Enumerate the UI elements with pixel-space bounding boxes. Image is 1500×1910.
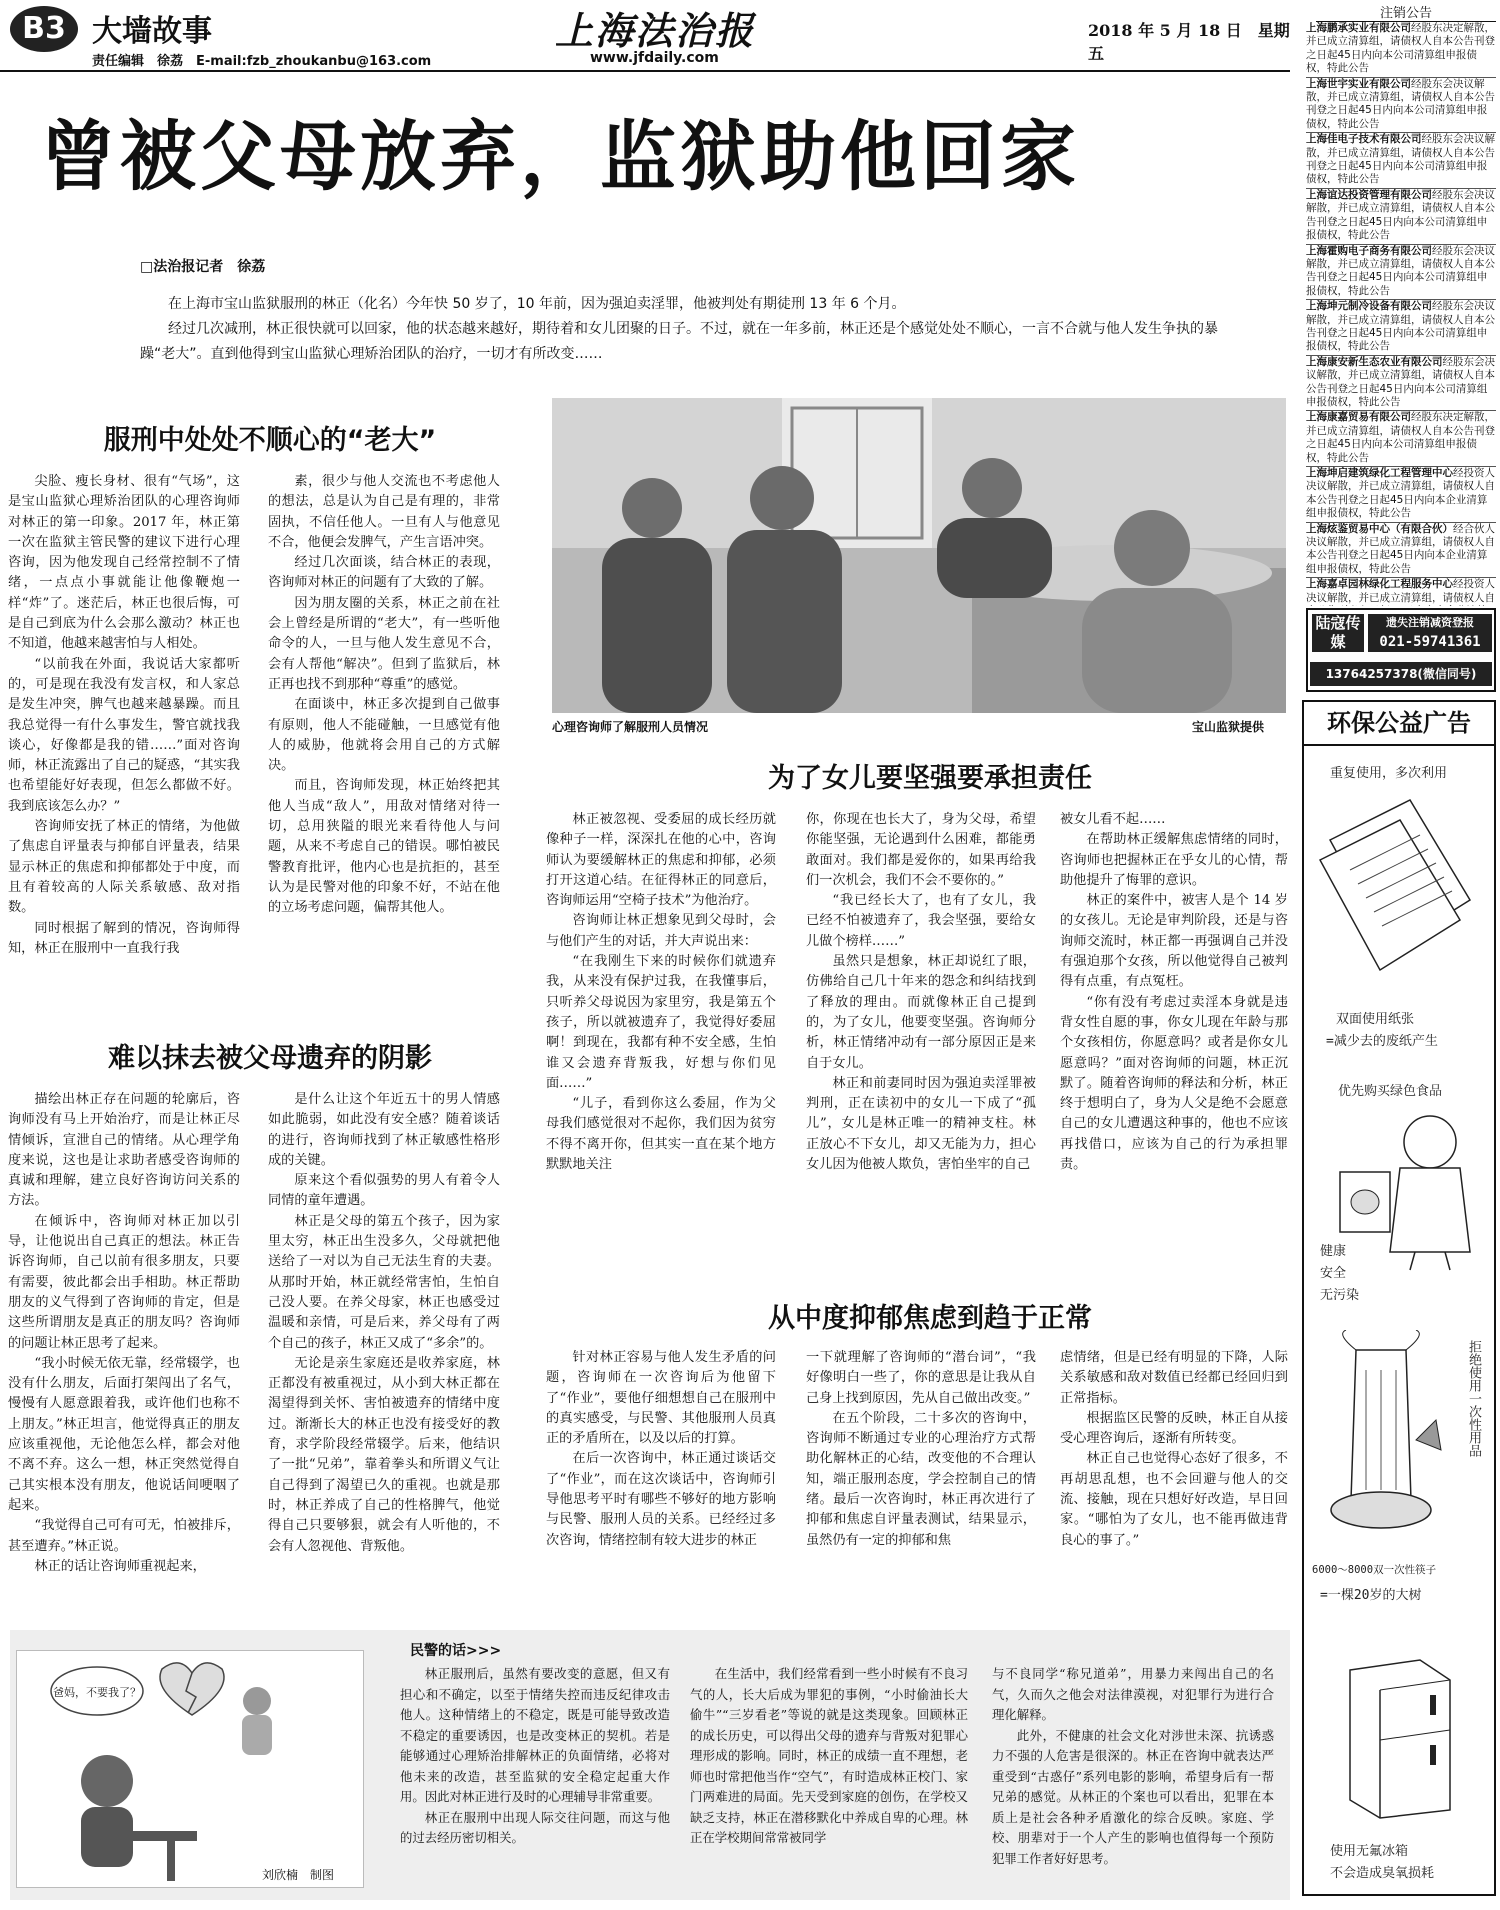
paragraph: 虑情绪，但是已经有明显的下降，人际关系敏感和敌对数值已经都已经回归到正常指标。 [1060, 1350, 1288, 1406]
notice-item [1306, 300, 1496, 356]
notice-company: 上海坤启建筑绿化工程管理中心 [1306, 467, 1453, 479]
paragraph: 林正的话让咨询师重视起来， [34, 1558, 206, 1574]
article-column [8, 1090, 240, 1598]
paragraph: 素，很少与他人交流也不考虑他人的想法，总是认为自己是有理的，非常固执，不信任他人。一旦有人与他意见不合，他便会发脾气，产生言语冲突。 [268, 474, 500, 550]
paragraph: 咨询师安抚了林正的情绪，为他做了焦虑自评量表与抑郁自评量表，结果显示林正的焦虑和抑郁都处于中度，而且有着较高的人际关系敏感、敌对指数。 [8, 819, 240, 916]
paragraph: 在生活中，我们经常看到一些小时候有不良习气的人，长大后成为罪犯的事例，“小时偷油长大偷牛”“三岁看老”等说的就是这类现象。回顾林正的成长历史，可以得出父母的遗弃与背叛对犯罪心理形成的影响。同时，林正的成绩一直不理想，老师也时常把他当作“空气”，有时造成林正校门、家门两难进的局面。先天受到家庭的创伤，在学校又缺乏支持，林正在潜移默化中养成自卑的心理。林正在学校期间常常被同学 [690, 1666, 968, 1845]
paragraph: 咨询师让林正想象见到父母时，会与他们产生的对话，并大声说出来： [546, 913, 776, 949]
paragraph: 在倾诉中，咨询师对林正加以引导，让他说出自己真正的想法。林正告诉咨询师，自己以前有很多朋友，只要有需要，彼此都会出手相助。林正帮助朋友的义气得到了咨询师的肯定，但是这些所谓朋友是真正的朋友吗？咨询师的问题让林正思考了起来。 [8, 1213, 240, 1351]
paragraph: 尖脸、瘦长身材、很有“气场”，这是宝山监狱心理矫治团队的心理咨询师对林正的第一印象。2017 年，林正第一次在监狱主管民警的建议下进行心理咨询，因为他发现自己经常控制不了情绪，一点点小事就能让他像鞭炮一样“炸”了。迷茫后，林正也很后悔，可是自己到底为什么会那么激动？林正也不知道，他越来越害怕与人相处。 [8, 474, 240, 652]
notice-company: 上海世宇实业有限公司 [1306, 77, 1411, 90]
media-ad [1306, 608, 1496, 692]
env-panel-caption: 安全 [1320, 1266, 1347, 1281]
paragraph: “儿子，看到你这么委屈，作为父母我们感觉很对不起你，我们因为贫穷不得不离开你，但其实一直在某个地方默默地关注 [546, 1096, 776, 1173]
editor-line: 责任编辑 徐荔 E-mail:fzb_zhoukanbu@163.com [92, 54, 432, 69]
paragraph: 林正服刑后，虽然有要改变的意愿，但又有担心和不确定，以至于情绪失控而违反纪律攻击他人。这种情绪上的不稳定，既是可能导致改造不稳定的重要诱因，也是改变林正的契机。若是能够通过心理矫治排解林正的负面情绪，必将对他未来的改造，甚至监狱的安全稳定起重大作用。因此对林正进行及时的心理辅导非常重要。 [400, 1666, 670, 1804]
police-comment-column [992, 1664, 1274, 1894]
notice-text: 经股东会决议解散，并已成立清算组，请债权人自本公告刊登之日起45日内向本公司清算组申报债权，特此公告 [1306, 188, 1495, 242]
paragraph: 与不良同学“称兄道弟”，用暴力来闯出自己的名气，久而久之他会对法律漠视，对犯罪行为进行合理化解释。 [992, 1666, 1274, 1722]
notice-item [1306, 22, 1496, 78]
article-column [806, 1348, 1036, 1600]
paragraph: 林正被忽视、受委屈的成长经历就像种子一样，深深扎在他的心中，咨询师认为要缓解林正的焦虑和抑郁，必须打开这道心结。在征得林正的同意后，咨询师运用“空椅子技术”为他治疗。 [546, 812, 776, 909]
page-number-badge: B3 [10, 6, 78, 52]
paragraph: 因为朋友圈的关系，林正之前在社会上曾经是所谓的“老大”，有一些听他命令的人，一旦与他人发生意见不合，会有人帮他“解决”。但到了监狱后，林正再也找不到那种“尊重”的感觉。 [268, 595, 500, 692]
cartoon [16, 1650, 364, 1888]
paragraph: 在后一次咨询中，林正通过谈话交了“作业”，而在这次谈话中，咨询师引导他思考平时有哪些不够好的地方影响与民警、服刑人员的关系。已经经过多次咨询，情绪控制有较大进步的林正 [546, 1451, 776, 1548]
lead-line: 在上海市宝山监狱服刑的林正（化名）今年快 50 岁了，10 年前，因为强迫卖淫罪，他被判处有期徒刑 13 年 6 个月。 [168, 296, 906, 312]
env-panel-caption: 不会造成臭氧损耗 [1330, 1866, 1435, 1881]
paragraph: 而且，咨询师发现，林正始终把其他人当成“敌人”，用敌对情绪对待一切，总用狭隘的眼光来看待他人与问题，从来不考虑自己的错误。哪怕被民警教育批评，他内心也是抗拒的，甚至认为是民警对他的印象不好，不站在他的立场考虑问题，偏帮其他人。 [268, 778, 500, 916]
notice-column-title: 注销公告 [1316, 2, 1496, 22]
newspaper-logo: 上海法治报 [555, 8, 756, 53]
notice-text: 经股东会决议解散，并已成立清算组，请债权人自本公告刊登之日起45日内向本公司清算组申报债权，特此公告 [1306, 77, 1495, 130]
paper-sheets-drawing [1310, 780, 1490, 980]
subheading: 从中度抑郁焦虑到趋于正常 [768, 1303, 1092, 1334]
paragraph: 针对林正容易与他人发生矛盾的问题，咨询师在一次咨询后为他留下了“作业”，要他仔细想想自己在服刑中的真实感受，与民警、其他服刑人员真正的矛盾所在，以及以后的打算。 [546, 1350, 776, 1447]
article-column [8, 472, 240, 984]
paragraph: 林正是父母的第五个孩子，因为家里太穷，林正出生没多久，父母就把他送给了一对以为自己无法生育的夫妻。从那时开始，林正就经常害怕，生怕自己没人要。在养父母家，林正也感受过温暖和亲情，可是后来，养父母有了两个自己的孩子，林正又成了“多余”的。 [268, 1213, 500, 1351]
masthead [0, 0, 1290, 72]
notice-company: 上海鹏承实业有限公司 [1306, 22, 1411, 34]
paragraph: 描绘出林正存在问题的轮廓后，咨询师没有马上开始治疗，而是让林正尽情倾诉，宣泄自己的情绪。从心理学角度来说，这也是让求助者感受咨询师的真诚和理解，建立良好咨询访问关系的方法。 [8, 1092, 240, 1209]
paragraph: “我小时候无依无靠，经常辍学，也没有什么朋友，后面打架闯出了名气，慢慢有人愿意跟着我，或许他们也称不上朋友。”林正坦言，他觉得真正的朋友应该重视他，无论他怎么样，都会对他不离不弃。这么一想，林正突然觉得自己其实根本没有朋友，他说话间哽咽了起来。 [8, 1355, 240, 1513]
paragraph: 经过几次面谈，结合林正的表现，咨询师对林正的问题有了大致的了解。 [268, 555, 500, 591]
notice-text: 经股东会决议解散，并已成立清算组，请债权人自本公告刊登之日起45日内向本公司清算组申报债权，特此公告 [1306, 244, 1495, 297]
paragraph: 你，你现在也长大了，身为父母，希望你能坚强，无论遇到什么困难，都能勇敢面对。我们都是爱你的，如果再给我们一次机会，我们不会不要你的。” [806, 812, 1036, 888]
fridge-drawing [1330, 1650, 1470, 1820]
ad-mobile: 13764257378(微信同号) [1310, 662, 1492, 686]
paragraph: 林正的案件中，被害人是个 14 岁的女孩儿。无论是审判阶段，还是与咨询师交流时，林正都一再强调自己并没有强迫那个女孩，所以他觉得自己被判得有点重，有点冤枉。 [1060, 893, 1288, 990]
paragraph: 同时根据了解到的情况，咨询师得知，林正在服刑中一直我行我 [8, 920, 240, 956]
photo-illustration [552, 398, 1286, 713]
paragraph: “在我刚生下来的时候你们就遗弃我，从来没有保护过我，在我懂事后，只听养父母说因为家里穷，我是第五个孩子，所以就被遗弃了，我觉得好委屈啊！到现在，我都有种不安全感，生怕谁又会遗弃背叛我，好想与你们见面……” [546, 954, 776, 1091]
ad-phone: 021-59741361 [1368, 632, 1492, 652]
notice-company: 上海康嘉贸易有限公司 [1306, 411, 1411, 424]
paragraph: 无论是亲生家庭还是收养家庭，林正都没有被重视过，从小到大林正都在渴望得到关怀、害怕被遗弃的情绪中度过。渐渐长大的林正也没有接受好的教育，求学阶段经常辍学。后来，他结识了一批“兄弟”，靠着拳头和所谓义气让自己得到了渴望已久的重视。也就是那时，林正养成了自己的性格脾气，他觉得自己只要够狠，就会有人听他的，不会有人忽视他、背叛他。 [268, 1355, 500, 1554]
env-panel-caption: 优先购买绿色食品 [1338, 1084, 1443, 1099]
cartoon-credit: 刘欣楠 制图 [262, 1868, 335, 1882]
notice-item [1306, 356, 1496, 412]
env-panel-caption: =减少去的废纸产生 [1326, 1034, 1438, 1049]
env-panel-caption: 双面使用纸张 [1336, 1012, 1415, 1027]
article-column [1060, 810, 1288, 1276]
cartoon-speech: 爸妈，不要我了？ [53, 1686, 141, 1699]
paragraph: 被女儿看不起…… [1060, 812, 1166, 827]
paragraph: 根据监区民警的反映，林正自从接受心理咨询后，逐渐有所转变。 [1060, 1410, 1288, 1447]
article-column [268, 1090, 500, 1598]
article-column [268, 472, 500, 984]
photo-caption: 心理咨询师了解服刑人员情况 [552, 720, 709, 734]
tree-stump-drawing [1316, 1330, 1446, 1540]
notice-item [1306, 78, 1496, 134]
env-panel-caption: 6000～8000双一次性筷子 [1312, 1564, 1437, 1576]
article-column [546, 1348, 776, 1600]
subheading: 服刑中处处不顺心的“老大” [103, 425, 437, 456]
notice-item [1306, 133, 1496, 189]
notice-company: 上海佳电子技术有限公司 [1306, 133, 1422, 146]
headline: 曾被父母放弃，监狱助他回家 [40, 112, 1080, 201]
notice-text: 经股东会决议解散，并已成立清算组，请债权人自本公告刊登之日起45日内向本公司清算组申报债权，特此公告 [1306, 300, 1495, 353]
paragraph: 林正自己也觉得心态好了很多，不再胡思乱想，也不会回避与他人的交流、接触，现在只想好好改造，早日回家。“哪怕为了女儿，也不能再做违背良心的事了。” [1060, 1451, 1288, 1548]
article-column [806, 810, 1036, 1276]
notice-text: 经股东决定解散，并已成立清算组，请债权人自本公告刊登之日起45日内向本公司清算组申报债权，特此公告 [1306, 22, 1495, 75]
byline: □法治报记者 徐荔 [140, 259, 266, 275]
notice-company: 上海嘉卓园林绿化工程服务中心 [1306, 578, 1453, 591]
env-panel-caption: 重复使用，多次利用 [1330, 766, 1448, 781]
subheading: 为了女儿要坚强要承担责任 [768, 763, 1092, 794]
paragraph: 在面谈中，林正多次提到自己做事有原则，他人不能碰触，一旦感觉有他人的威胁，他就将会用自己的方式解决。 [268, 697, 500, 774]
police-comment-column [400, 1664, 670, 1894]
photo-credit: 宝山监狱提供 [1192, 720, 1265, 734]
notice-item [1306, 189, 1496, 245]
article-column [1060, 1348, 1288, 1600]
ad-company-name: 陆寇传媒 [1312, 614, 1364, 652]
paragraph: “以前我在外面，我说话大家都听的，可是现在我没有发言权，和人家总是发生冲突，脾气也越来越暴躁。而且我总觉得一有什么事发生，警官就找我谈心，好像都是我的错……”面对咨询师，林正流露出了自己的疑惑，“其实我也希望能好好表现，但怎么都做不好。我到底该怎么办？” [8, 656, 240, 814]
legal-notices [1306, 22, 1496, 606]
article-photo [552, 398, 1286, 713]
paragraph: “我觉得自己可有可无，怕被排斥，甚至遭弃。”林正说。 [8, 1518, 240, 1554]
paragraph: 原来这个看似强势的男人有着令人同情的童年遭遇。 [268, 1173, 500, 1209]
notice-company: 上海霍购电子商务有限公司 [1306, 244, 1432, 257]
section-name: 大墙故事 [92, 14, 212, 49]
paragraph: 是什么让这个年近五十的男人情感如此脆弱，如此没有安全感？随着谈话的进行，咨询师找到了林正敏感性格形成的关键。 [268, 1092, 500, 1168]
paragraph: 此外，不健康的社会文化对涉世未深、抗诱惑力不强的人危害是很深的。林正在咨询中就表达严重受到“古惑仔”系列电影的影响，希望身后有一帮兄弟的感觉。从林正的个案也可以看出，犯罪在本质上是社会各种矛盾激化的综合反映。家庭、学校、朋辈对于一个人产生的影响也值得每一个预防犯罪工作者好好思考。 [992, 1727, 1274, 1866]
env-panel-caption: 无污染 [1320, 1288, 1360, 1303]
notice-text: 经投资人决议解散，并已成立清算组，请债权人自 [1306, 578, 1495, 604]
girl-shopping-drawing [1330, 1102, 1490, 1272]
notice-item [1306, 245, 1496, 301]
newspaper-url: www.jfdaily.com [590, 50, 719, 66]
environment-ad-title: 环保公益广告 [1302, 700, 1496, 746]
lead-line: 经过几次减刑，林正很快就可以回家，他的状态越来越好，期待着和女儿团聚的日子。不过，就在一年多前，林正还是个感觉处处不顺心，一言不合就与他人发生争执的暴躁“老大”。直到他得到宝山监狱心理矫治团队的治疗，一切才有所改变…… [140, 321, 1218, 362]
paragraph: 在帮助林正缓解焦虑情绪的同时，咨询师也把握林正在乎女儿的心情，帮助他提升了悔罪的意识。 [1060, 832, 1288, 888]
ad-service: 遗失注销减资登报 [1368, 614, 1492, 632]
notice-company: 上海谊达投资管理有限公司 [1306, 188, 1432, 201]
notice-text: 经合伙人决议解散，并已成立清算组，请债权人自本公告刊登之日起45日内向本企业清算组申报债权，特此公告 [1306, 522, 1495, 575]
police-comment-title: 民警的话>>> [410, 1643, 502, 1659]
paragraph: 虽然只是想象，林正却说红了眼，仿佛给自己几十年来的怨念和纠结找到了释放的理由。而就像林正自己提到的，为了女儿，他要变坚强。咨询师分析，林正情绪冲动有一部分原因正是来自于女儿。 [806, 954, 1036, 1071]
notice-item [1306, 411, 1496, 467]
lead-paragraph [140, 292, 1220, 367]
police-comment-column [690, 1664, 968, 1894]
paragraph: 一下就理解了咨询师的“潜台词”，“我好像明白一些了，你的意思是让我从自己身上找到原因，先从自己做出改变。” [806, 1350, 1036, 1406]
env-panel-caption: 使用无氟冰箱 [1330, 1844, 1409, 1859]
env-panel-caption: =一棵20岁的大树 [1320, 1588, 1422, 1603]
notice-text: 经股东决定解散，并已成立清算组，请债权人自本公告刊登之日起45日内向本公司清算组申报债权，特此公告 [1306, 411, 1495, 464]
paragraph: 林正和前妻同时因为强迫卖淫罪被判刑，正在读初中的女儿一下成了“孤儿”，女儿是林正唯一的精神支柱。林正放心不下女儿，却又无能为力，担心女儿因为他被人欺负，害怕坐牢的自己 [806, 1075, 1036, 1173]
notice-text: 经股东会决议解散，并已成立清算组，请债权人自本公告刊登之日起45日内向本公司清算组申报债权，特此公告 [1306, 355, 1495, 408]
notice-item [1306, 523, 1496, 579]
subheading: 难以抹去被父母遗弃的阴影 [108, 1043, 432, 1074]
notice-item [1306, 467, 1496, 523]
article-column [546, 810, 776, 1276]
cartoon-illustration [17, 1651, 363, 1887]
notice-company: 上海炫鉴贸易中心（有限合伙） [1306, 522, 1453, 535]
paragraph: “你有没有考虑过卖淫本身就是违背女性自愿的事，你女儿现在年龄与那个女孩相仿，你愿意吗？或者是你女儿愿意吗？”面对咨询师的问题，林正沉默了。随着咨询师的释法和分析，林正终于想明白了，身为人父是绝不会愿意自己的女儿遭遇这种事的，他也不应该再找借口，应该为自己的行为承担罪责。 [1060, 994, 1288, 1173]
env-panel-caption: 拒绝使用一次性用品 [1466, 1340, 1481, 1457]
paragraph: “我已经长大了，也有了女儿，我已经不怕被遗弃了，我会坚强，要给女儿做个榜样……” [806, 893, 1036, 949]
paragraph: 林正在服刑中出现人际交往问题，而这与他的过去经历密切相关。 [400, 1809, 670, 1845]
issue-date: 2018 年 5 月 18 日 星期五 [1088, 21, 1290, 63]
notice-company: 上海坤元制冷设备有限公司 [1306, 300, 1432, 313]
notice-text: 经投资人决议解散，并已成立清算组，请债权人自本公告刊登之日起45日内向本企业清算组申报债权，特此公告 [1306, 467, 1495, 520]
notice-text: 经股东会决议解散，并已成立清算组，请债权人自本公告刊登之日起45日内向本公司清算组申报债权，特此公告 [1306, 133, 1495, 186]
paragraph: 在五个阶段，二十多次的咨询中，咨询师不断通过专业的心理治疗方式帮助化解林正的心结，改变他的不合理认知，端正服刑态度，学会控制自己的情绪。最后一次咨询时，林正再次进行了抑郁和焦虑自评量表测试，结果显示，虽然仍有一定的抑郁和焦 [806, 1410, 1036, 1548]
notice-item [1306, 578, 1496, 606]
notice-company: 上海康安新生态农业有限公司 [1306, 355, 1443, 368]
env-panel-caption: 健康 [1320, 1244, 1347, 1259]
